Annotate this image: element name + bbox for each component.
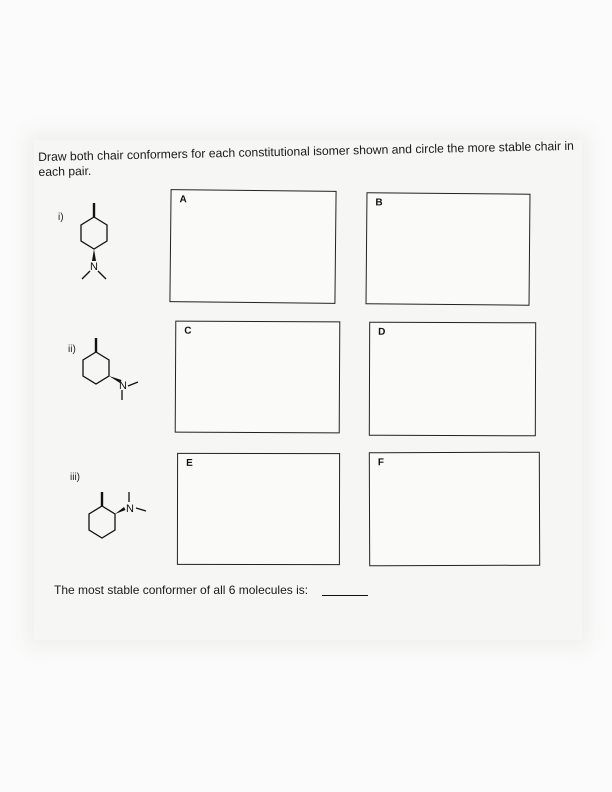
answer-box-b[interactable] <box>366 192 531 305</box>
isomer-label-i: i) <box>58 212 64 223</box>
nitrogen-atom-ii: N <box>119 380 127 392</box>
most-stable-question: The most stable conformer of all 6 molecules is: <box>54 583 309 597</box>
nitrogen-atom-iii: N <box>126 503 134 515</box>
box-label-f: F <box>377 457 384 469</box>
n-methyl-bond-right <box>128 382 138 386</box>
instruction-text: Draw both chair conformers for each constitutional isomer shown and circle the more stable chair in each pair. <box>38 138 575 179</box>
cyclohexane-ring <box>81 217 107 249</box>
cyclohexane-ring <box>83 352 109 384</box>
answer-box-e[interactable] <box>177 453 340 565</box>
box-label-c: C <box>184 325 192 337</box>
answer-box-d[interactable] <box>369 322 536 437</box>
answer-box-f[interactable] <box>369 452 540 567</box>
isomer-label-ii: ii) <box>68 344 76 355</box>
answer-box-a[interactable] <box>169 189 336 304</box>
cyclohexane-ring <box>89 506 115 538</box>
molecule-iii <box>82 484 162 549</box>
box-label-d: D <box>378 326 386 338</box>
isomer-label-iii: iii) <box>70 472 80 483</box>
box-label-e: E <box>186 457 193 469</box>
answer-box-c[interactable] <box>175 321 341 434</box>
box-label-a: A <box>179 194 187 206</box>
wedge-bond <box>115 507 126 514</box>
answer-blank-line[interactable] <box>322 595 368 596</box>
n-methyl-bond-left <box>82 271 90 279</box>
wedge-bond <box>92 249 96 261</box>
molecule-i <box>70 195 130 290</box>
n-methyl-bond-right <box>98 271 106 279</box>
n-methyl-bond-right <box>136 508 146 511</box>
nitrogen-atom-i: N <box>90 261 98 273</box>
molecule-ii <box>76 330 146 410</box>
box-label-b: B <box>375 197 383 209</box>
